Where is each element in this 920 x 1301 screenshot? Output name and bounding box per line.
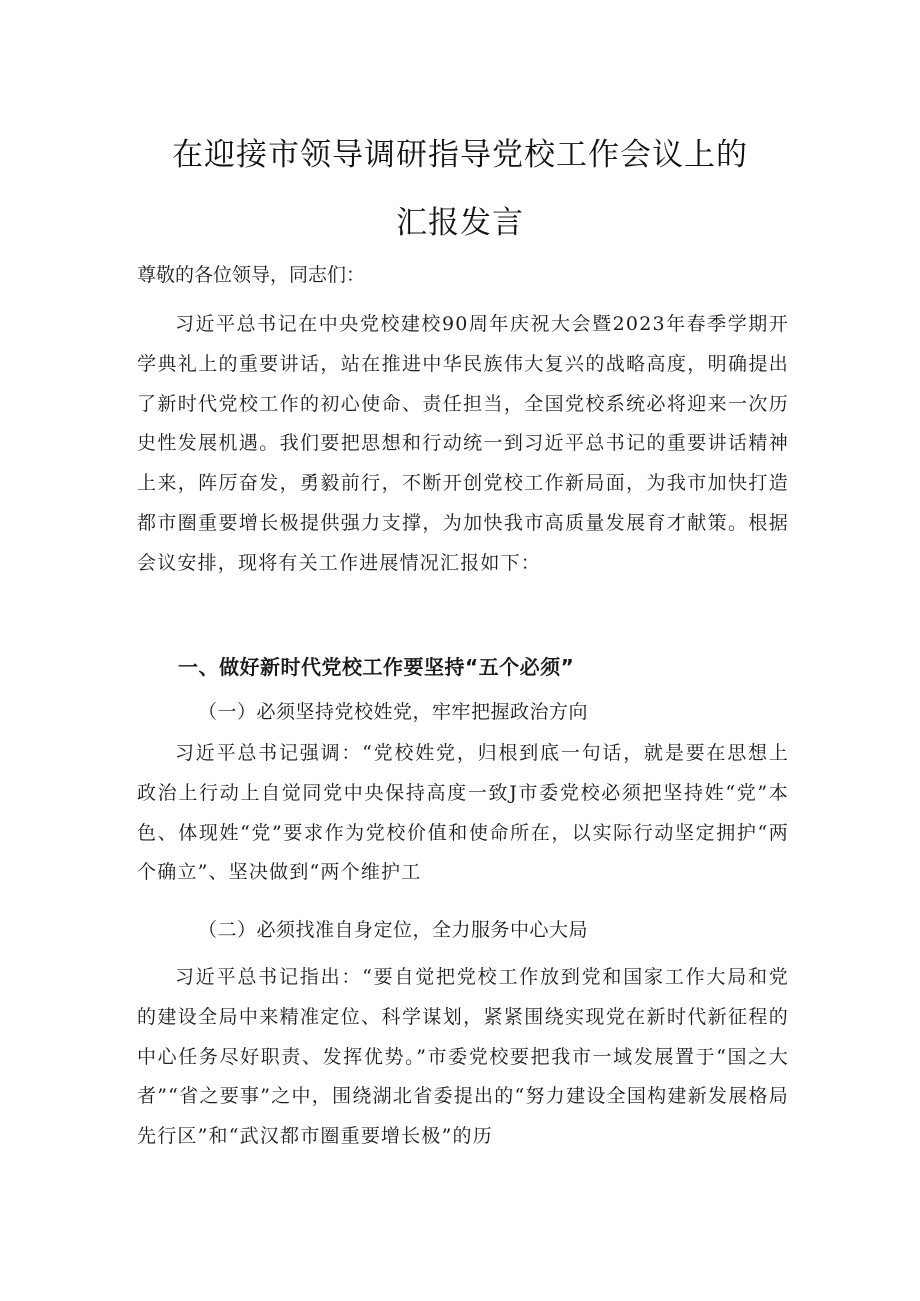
subsection-heading-2: （二）必须找准自身定位，全力服务中心大局 [198, 919, 589, 941]
subsection-2-paragraph: 习近平总书记指出：“要自觉把党校工作放到党和国家工作大局和党的建设全局中来精准定位、科学谋划，紧紧围绕实现党在新时代新征程的中心任务尽好职责、发挥优势。”市委党校要把我市一域发展置于“国之大者”“省之要事”之中，围绕湖北省委提出的“努力建设全国构建新发展格局先行区”和“武汉都市圈重要增长极”的历 [137, 966, 789, 1148]
document-title-line-2: 汇报发言 [396, 205, 524, 241]
document-title-line-1: 在迎接市领导调研指导党校工作会议上的 [172, 137, 748, 173]
section-heading-1: 一、做好新时代党校工作要坚持“五个必须” [178, 655, 575, 679]
subsection-1-paragraph: 习近平总书记强调：“党校姓党，归根到底一句话，就是要在思想上政治上行动上自觉同党中央保持高度一致J市委党校必须把坚持姓“党”本色、体现姓“党”要求作为党校价值和使命所在，以实际行动坚定拥护“两个确立”、坚决做到“两个维护工 [137, 742, 789, 884]
salutation: 尊敬的各位领导，同志们： [137, 264, 366, 286]
intro-paragraph: 习近平总书记在中央党校建校90周年庆祝大会暨2023年春季学期开学典礼上的重要讲话，站在推进中华民族伟大复兴的战略高度，明确提出了新时代党校工作的初心使命、责任担当，全国党校系统必将迎来一次历史性发展机遇。我们要把思想和行动统一到习近平总书记的重要讲话精神上来，阵厉奋发，勇毅前行，不断开创党校工作新局面，为我市加快打造都市圈重要增长极提供强力支撑，为加快我市高质量发展育才献策。根据会议安排，现将有关工作进展情况汇报如下： [137, 313, 789, 574]
subsection-heading-1: （一）必须坚持党校姓党，牢牢把握政治方向 [198, 701, 589, 723]
